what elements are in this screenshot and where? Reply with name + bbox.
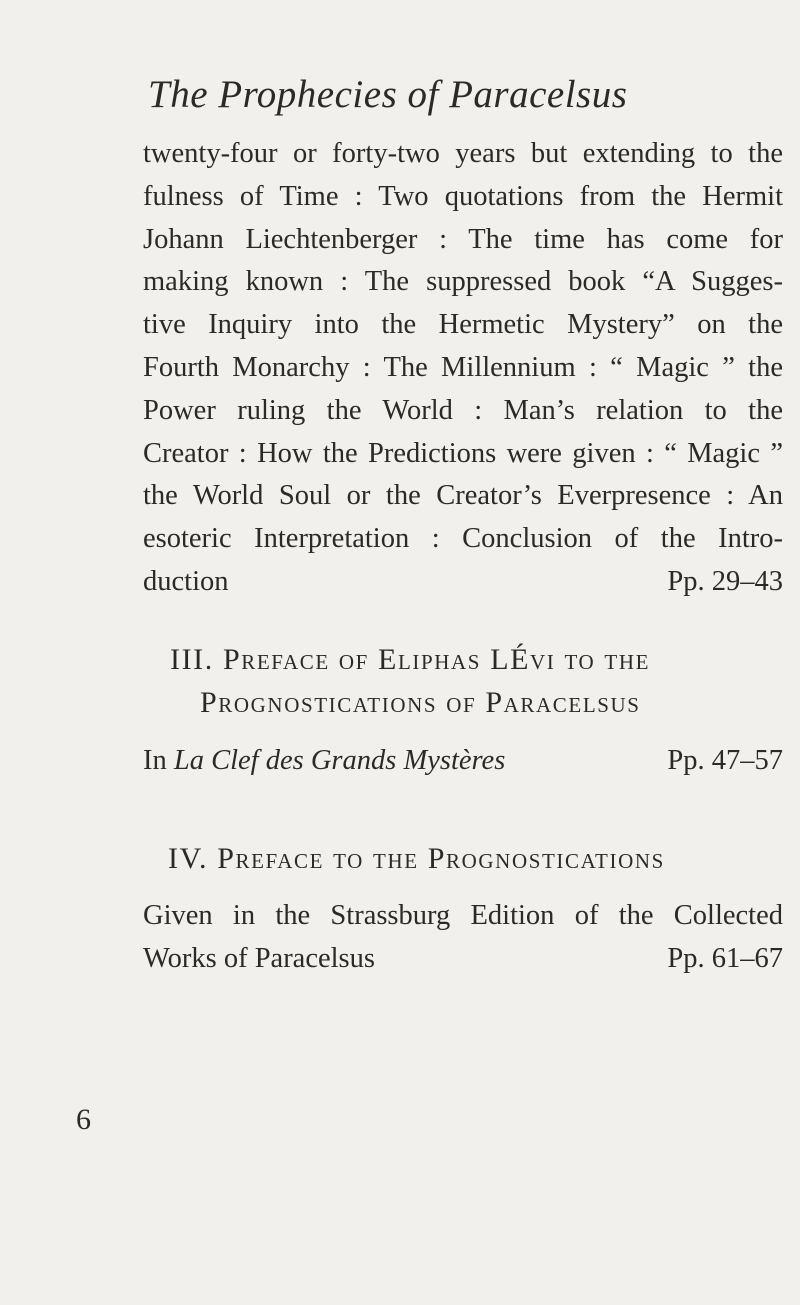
contents-continuation bbox=[143, 133, 783, 604]
running-head: The Prophecies of Paracelsus bbox=[148, 73, 628, 116]
entry-prefix: In bbox=[143, 745, 174, 776]
text-line: Power ruling the World : Man’s relation to the bbox=[143, 394, 783, 426]
text-line: fulness of Time : Two quotations from the Hermit bbox=[143, 180, 783, 212]
text-line: Johann Liechtenberger : The time has come for bbox=[143, 223, 783, 255]
section-iii-entry bbox=[143, 745, 783, 777]
entry-source bbox=[143, 745, 505, 777]
text-line-end: Works of Paracelsus bbox=[143, 942, 375, 974]
text-line: Fourth Monarchy : The Millennium : “ Magic ” the bbox=[143, 351, 783, 383]
text-line: twenty-four or forty-two years but extending to the bbox=[143, 138, 783, 169]
text-line-last bbox=[143, 938, 783, 981]
page-range: Pp. 61–67 bbox=[667, 942, 783, 974]
text-line: tive Inquiry into the Hermetic Mystery” on the bbox=[143, 309, 783, 341]
page-range: Pp. 47–57 bbox=[667, 745, 783, 776]
text-line: Given in the Strassburg Edition of the Collected bbox=[143, 900, 783, 931]
text-line: esoteric Interpretation : Conclusion of the Intro- bbox=[143, 523, 783, 555]
text-line: making known : The suppressed book “A Sugges- bbox=[143, 266, 783, 298]
page-number: 6 bbox=[76, 1103, 91, 1136]
section-heading-iv: IV. Preface to the Prognostications bbox=[168, 842, 665, 875]
section-iv-entry bbox=[143, 895, 783, 981]
text-line-last bbox=[143, 561, 783, 604]
entry-title: La Clef des Grands Mystères bbox=[173, 745, 506, 776]
text-line-end: duction bbox=[143, 565, 229, 597]
text-line: Creator : How the Predictions were given : “ Magic ” bbox=[143, 437, 783, 469]
section-heading-iii: III. Preface of Eliphas LÉvi to the bbox=[170, 643, 651, 676]
page-range: Pp. 29–43 bbox=[667, 565, 783, 597]
section-heading-iii-cont: Prognostications of Paracelsus bbox=[200, 686, 641, 719]
text-line: the World Soul or the Creator’s Everpresence : An bbox=[143, 480, 783, 512]
